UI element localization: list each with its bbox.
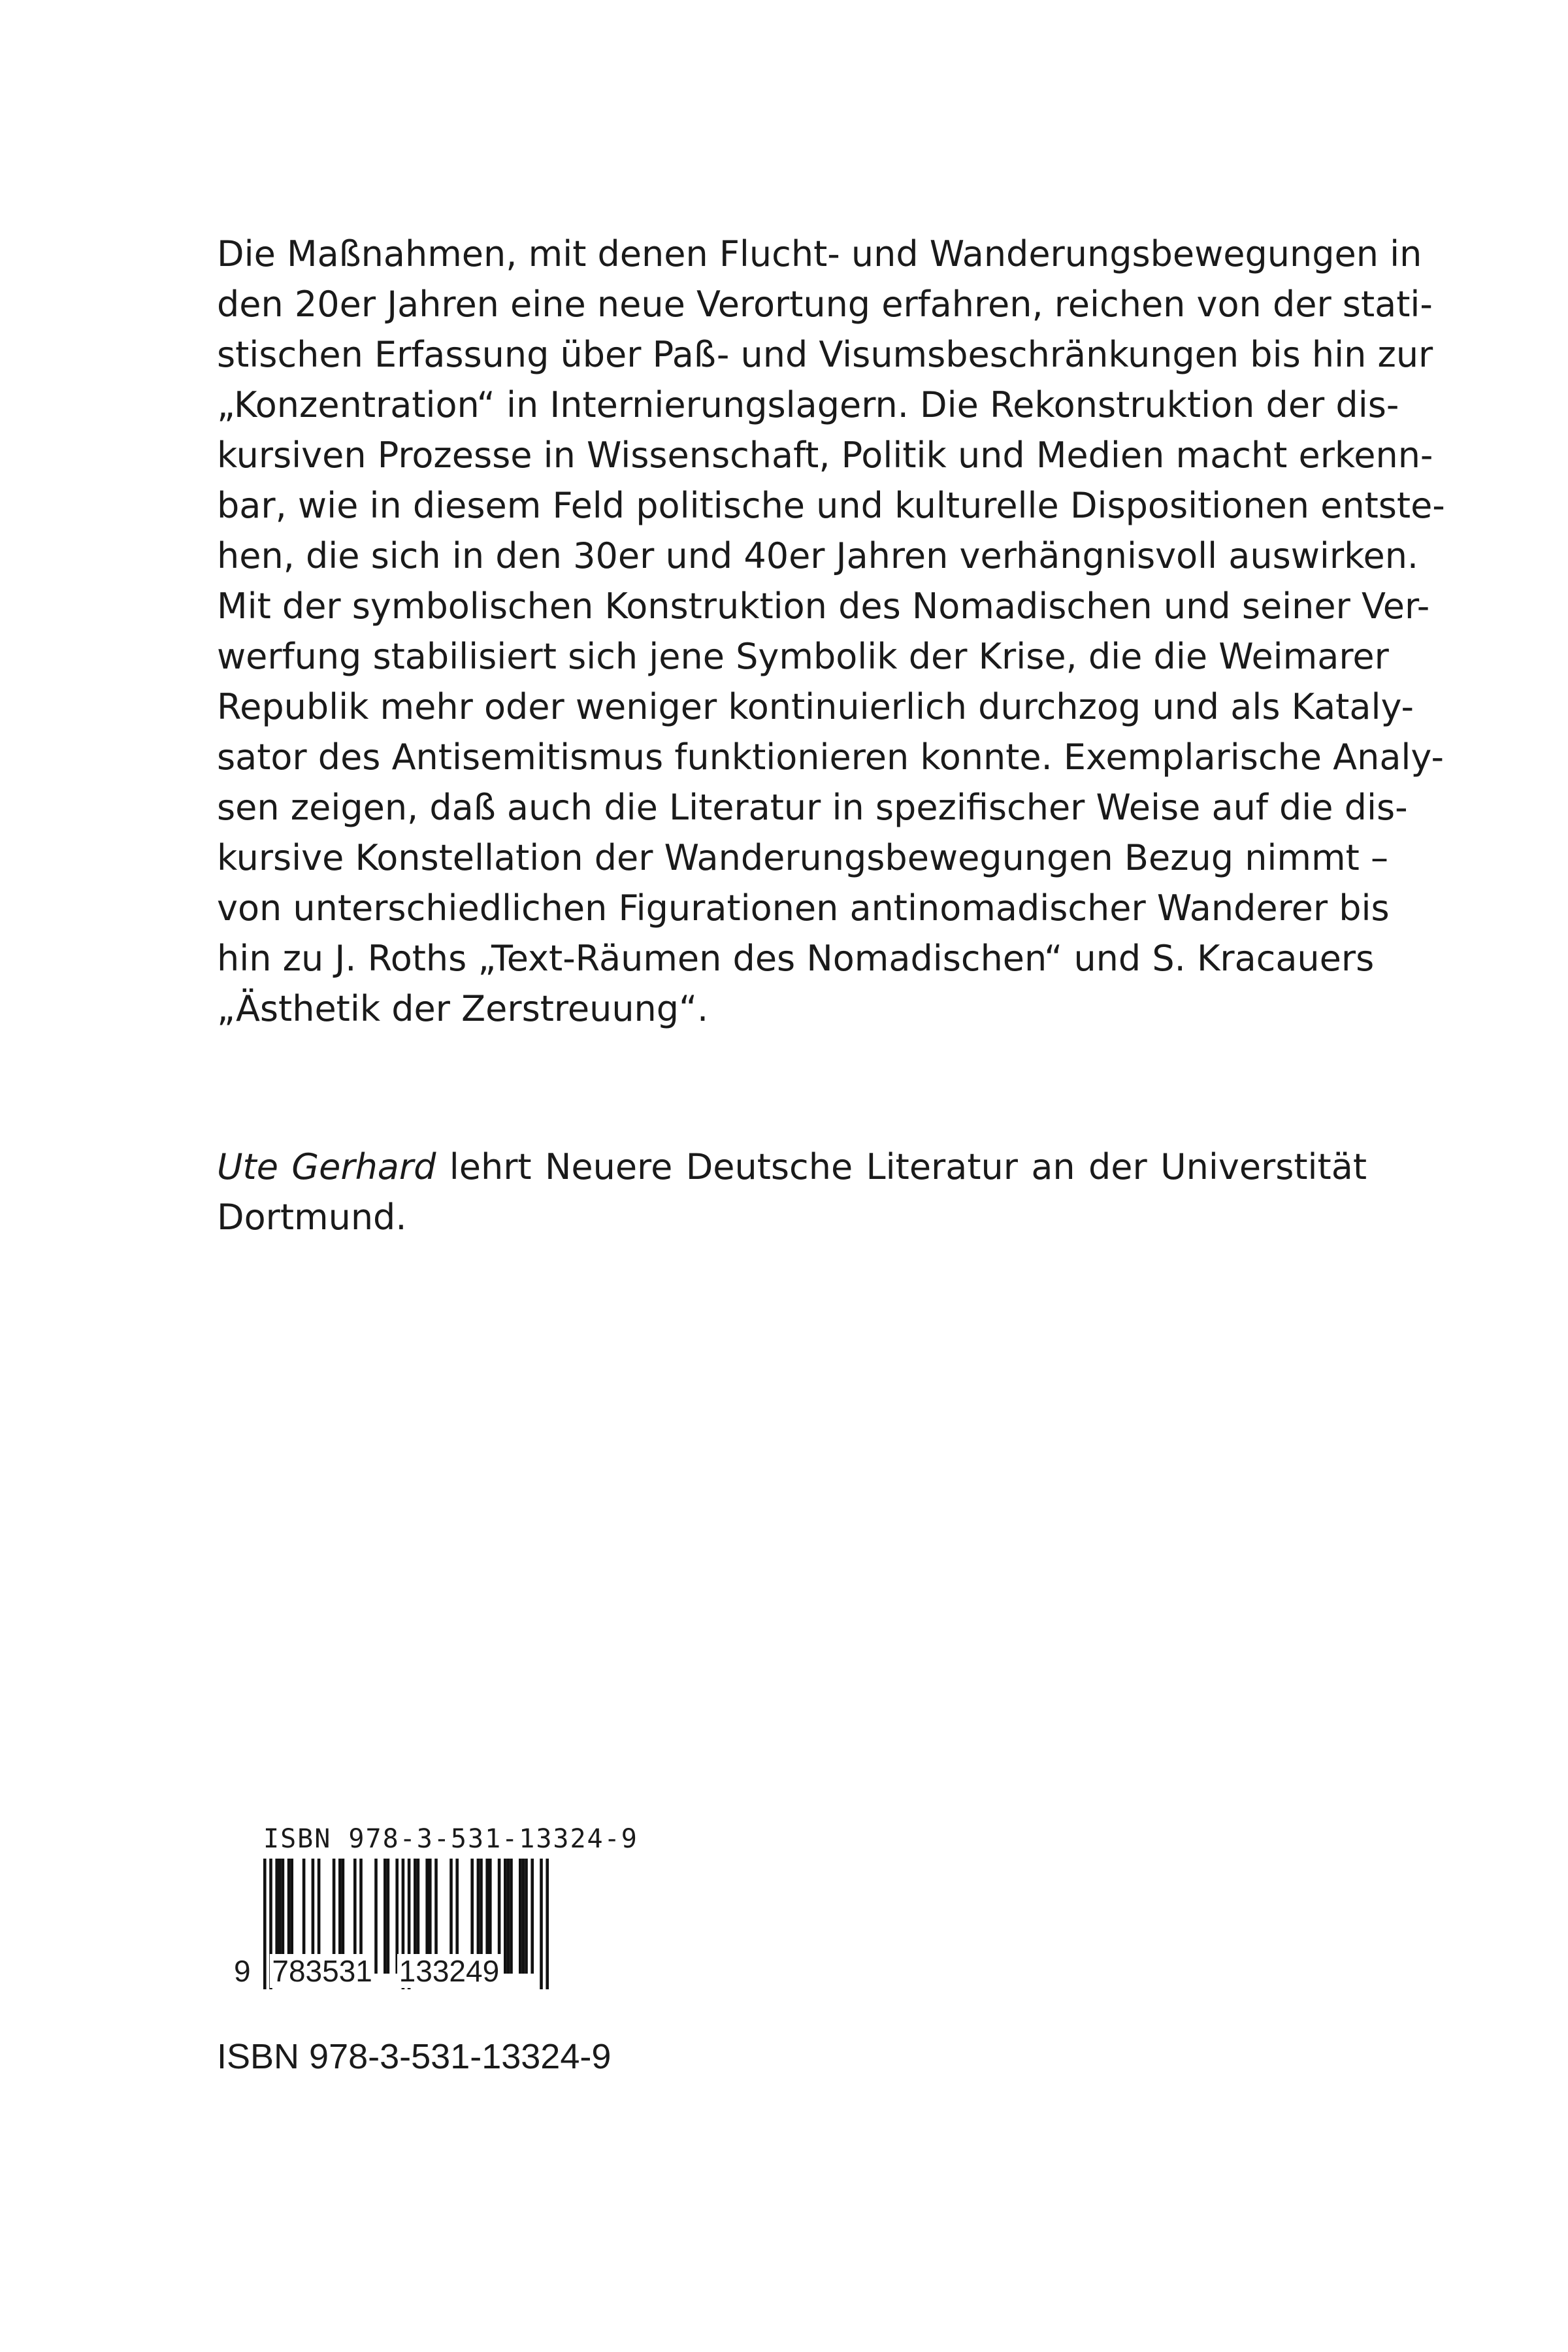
blurb-line: Die Maßnahmen, mit denen Flucht- und Wanderungsbewegungen in [217, 233, 1422, 274]
author-note [217, 1142, 1367, 1242]
author-description: lehrt Neuere Deutsche Literatur an der Universtität [449, 1146, 1367, 1187]
blurb-line: bar, wie in diesem Feld politische und kulturelle Dispositionen entste- [217, 485, 1445, 526]
barcode-digits-right: 133249 [397, 1954, 502, 1988]
blurb-line: sen zeigen, daß auch die Literatur in spezifischer Weise auf die dis- [217, 787, 1408, 828]
blurb-line: Mit der symbolischen Konstruktion des Nomadischen und seiner Ver- [217, 586, 1430, 627]
barcode-digits [232, 1955, 624, 1987]
blurb-line: Republik mehr oder weniger kontinuierlich durchzog und als Kataly- [217, 686, 1414, 727]
blurb-line: kursive Konstellation der Wanderungsbewegungen Bezug nimmt – [217, 837, 1388, 878]
blurb-line: von unterschiedlichen Figurationen antinomadischer Wanderer bis [217, 887, 1390, 929]
blurb-line: hin zu J. Roths „Text-Räumen des Nomadischen“ und S. Kracauers [217, 938, 1375, 979]
barcode-digit-first: 9 [232, 1954, 253, 1988]
author-line: Dortmund. [217, 1197, 407, 1238]
author-line [217, 1142, 1367, 1192]
blurb-line: den 20er Jahren eine neue Verortung erfahren, reichen von der stati- [217, 284, 1433, 325]
blurb-line: sator des Antisemitismus funktionieren konnte. Exemplarische Analy- [217, 737, 1444, 778]
blurb-line: „Konzentration“ in Internierungslagern. Die Rekonstruktion der dis- [217, 384, 1399, 425]
barcode-digits-left: 783531 [270, 1954, 374, 1988]
author-name: Ute Gerhard [217, 1146, 436, 1187]
blurb-line: kursiven Prozesse in Wissenschaft, Politik und Medien macht erkenn- [217, 435, 1433, 476]
blurb-line: werfung stabilisiert sich jene Symbolik der Krise, die die Weimarer [217, 636, 1389, 677]
blurb-line: „Ästhetik der Zerstreuung“. [217, 988, 709, 1029]
isbn-text: ISBN 978-3-531-13324-9 [217, 2037, 612, 2076]
isbn-barcode [232, 1823, 638, 1988]
blurb-line: hen, die sich in den 30er und 40er Jahren verhängnisvoll auswirken. [217, 535, 1419, 576]
blurb-text [217, 229, 1445, 1034]
blurb-line: stischen Erfassung über Paß- und Visumsbeschränkungen bis hin zur [217, 334, 1433, 375]
barcode-isbn-label: ISBN 978-3-531-13324-9 [263, 1824, 638, 1854]
